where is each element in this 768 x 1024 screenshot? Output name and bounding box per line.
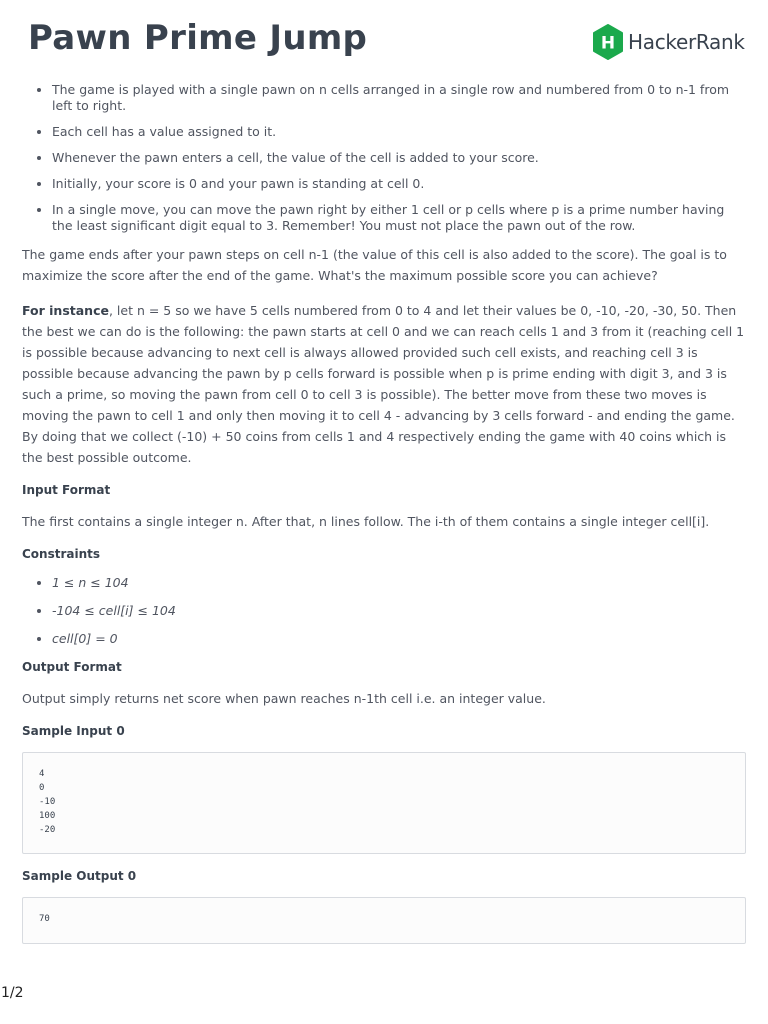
instance-paragraph [22,300,746,468]
list-item: • Each cell has a value assigned to it. [52,124,746,140]
logo-letter: H [600,33,616,54]
hackerrank-logo[interactable] [592,24,745,60]
page-number: 1/2 [1,985,24,1001]
list-item: • Initially, your score is 0 and your pawn is standing at cell 0. [52,176,746,192]
problem-statement [22,82,746,958]
sample-input-code: 4 0 -10 100 -20 [22,752,746,854]
constraints-list [22,575,746,647]
sample-output-heading: Sample Output 0 [22,869,137,883]
list-item: • In a single move, you can move the pawn right by either 1 cell or p cells where p is a prime number having the least significant digit equal to 3. Remember! You must not place the pawn out of the row. [52,202,746,234]
list-item: • The game is played with a single pawn on n cells arranged in a single row and numbered from 0 to n-1 from left to right. [52,82,746,114]
output-format-text: Output simply returns net score when pawn reaches n-1th cell i.e. an integer value. [22,691,546,706]
list-item: • cell[0] = 0 [52,631,746,647]
sample-input-heading: Sample Input 0 [22,724,125,738]
sample-output-code: 70 [22,897,746,944]
brand-name: HackerRank [628,30,745,54]
input-format-heading: Input Format [22,483,111,497]
list-item: • Whenever the pawn enters a cell, the value of the cell is added to your score. [52,150,746,166]
instance-text: , let n = 5 so we have 5 cells numbered from 0 to 4 and let their values be 0, -10, -20, -30, 50. Then the best we can do is the following: the pawn starts at cell 0 and we can reach cells 1 and 3 from it (reaching cell 1 is possible because advancing to next cell is always allowed provided such cell exists, and reaching cell 3 is possible because advancing the pawn by p cells forward is possible when p is prime ending with digit 3, and 3 is such a prime, so moving the pawn from cell 0 to cell 3 is possible). The better move from these two moves is moving the pawn to cell 1 and only then moving it to cell 4 - advancing by 3 cells forward - and ending the game. By doing that we collect (-10) + 50 coins from cells 1 and 4 respectively ending the game with 40 coins which is the best possible outcome. [22,303,745,465]
game-end-paragraph: The game ends after your pawn steps on cell n-1 (the value of this cell is also added to the score). The goal is to maximize the score after the end of the game. What's the maximum possible score you can achieve? [22,247,727,283]
list-item: • 1 ≤ n ≤ 104 [52,575,746,591]
page-header [0,0,768,80]
output-format-heading: Output Format [22,660,122,674]
constraints-heading: Constraints [22,547,101,561]
instance-lead: For instance [22,303,109,318]
hackerrank-hexagon-icon [592,24,624,60]
intro-bullet-list [22,82,746,234]
input-format-text: The first contains a single integer n. After that, n lines follow. The i-th of them contains a single integer cell[i]. [22,514,710,529]
list-item: • -104 ≤ cell[i] ≤ 104 [52,603,746,619]
page-title: Pawn Prime Jump [28,18,368,58]
